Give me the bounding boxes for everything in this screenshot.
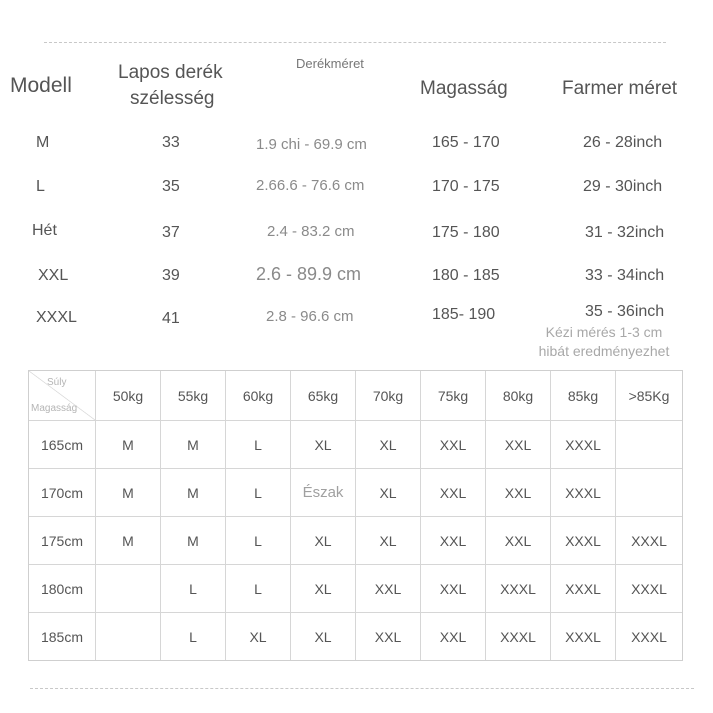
height-row-header: 185cm — [29, 613, 96, 660]
bottom-divider — [30, 688, 694, 689]
row-xxl-width: 39 — [162, 267, 180, 284]
size-cell: XXL — [421, 421, 486, 469]
weight-col-header: 65kg — [291, 371, 356, 421]
row-xxl-height: 180 - 185 — [432, 267, 500, 284]
row-m-waist: 1.9 chi - 69.9 cm — [256, 136, 367, 153]
size-cell: M — [96, 517, 161, 565]
size-cell: XL — [291, 565, 356, 613]
weight-col-header: 55kg — [161, 371, 226, 421]
size-cell: XL — [356, 469, 421, 517]
size-cell: XXL — [421, 517, 486, 565]
size-cell: Észak — [291, 469, 356, 517]
size-cell: XXXL — [616, 517, 682, 565]
size-cell: XXL — [486, 517, 551, 565]
weight-col-header: >85Kg — [616, 371, 682, 421]
size-cell: XXL — [356, 613, 421, 660]
size-cell: M — [96, 421, 161, 469]
size-cell: XL — [291, 517, 356, 565]
weight-col-header: 70kg — [356, 371, 421, 421]
size-cell: XXXL — [631, 628, 667, 645]
header-height: Magasság — [420, 78, 508, 99]
size-cell: M — [161, 517, 226, 565]
size-cell: L — [226, 469, 291, 517]
size-cell: XXL — [421, 469, 486, 517]
weight-height-table — [28, 370, 683, 661]
row-het-model: Hét — [32, 222, 57, 239]
size-cell: L — [226, 421, 291, 469]
row-m-model: M — [36, 134, 50, 151]
size-cell: XL — [291, 613, 356, 660]
row-xxxl-model: XXXL — [36, 309, 77, 326]
row-xxxl-waist: 2.8 - 96.6 cm — [266, 308, 354, 325]
row-m-width: 33 — [162, 134, 180, 151]
row-xxl-model: XXL — [38, 267, 69, 284]
corner-weight-label: Súly — [47, 377, 67, 388]
size-cell — [616, 421, 682, 469]
size-cell: XXXL — [486, 613, 551, 660]
size-cell: XL — [226, 613, 291, 660]
size-cell: L — [226, 565, 291, 613]
table-row — [29, 517, 682, 565]
row-m-height: 165 - 170 — [432, 134, 500, 151]
table-corner — [29, 371, 96, 421]
weight-header-row — [29, 371, 682, 421]
row-xxxl-height: 185- 190 — [432, 306, 496, 323]
row-l-model: L — [36, 178, 45, 195]
header-waist-width-line1: Lapos derék — [118, 62, 223, 83]
size-cell — [616, 469, 682, 517]
row-het-jeans: 31 - 32inch — [585, 224, 665, 241]
height-row-header: 175cm — [29, 517, 96, 565]
row-l-jeans: 29 - 30inch — [583, 178, 663, 195]
height-row-header: 180cm — [29, 565, 96, 613]
row-l-width: 35 — [162, 178, 180, 195]
measurement-note-line1: Kézi mérés 1-3 cm — [545, 324, 663, 340]
weight-col-header: 60kg — [226, 371, 291, 421]
size-cell: M — [161, 421, 226, 469]
size-cell: L — [161, 613, 226, 660]
size-cell: XL — [356, 517, 421, 565]
size-cell: XXL — [356, 565, 421, 613]
weight-col-header: 80kg — [486, 371, 551, 421]
table-row — [29, 421, 682, 469]
row-xxl-jeans: 33 - 34inch — [585, 267, 665, 284]
row-xxxl-jeans: 35 - 36inch — [585, 303, 665, 320]
size-cell: L — [161, 565, 226, 613]
height-row-header: 165cm — [29, 421, 96, 469]
size-cell: XL — [356, 421, 421, 469]
size-cell: XXL — [421, 613, 486, 660]
header-waist-width-line2: szélesség — [130, 88, 215, 109]
weight-col-header: 85kg — [551, 371, 616, 421]
table-row — [29, 469, 682, 517]
corner-height-label: Magasság — [31, 403, 78, 414]
size-cell: M — [96, 469, 161, 517]
size-cell: XXL — [486, 421, 551, 469]
size-cell: XXXL — [551, 469, 616, 517]
size-cell: XXL — [421, 565, 486, 613]
header-jeans-size: Farmer méret — [562, 78, 678, 99]
size-cell: XXL — [486, 469, 551, 517]
size-cell: XL — [291, 421, 356, 469]
row-het-width: 37 — [162, 224, 180, 241]
row-xxxl-width: 41 — [162, 310, 180, 327]
measurement-note-line2: hibát eredményezhet — [538, 343, 670, 359]
weight-col-header: 75kg — [421, 371, 486, 421]
header-waist-size: Derékméret — [296, 56, 364, 71]
row-xxl-waist: 2.6 - 89.9 cm — [256, 264, 362, 284]
table-row — [29, 565, 682, 613]
header-model: Modell — [10, 74, 72, 97]
size-cell: XXXL — [486, 565, 551, 613]
size-cell: XXXL — [551, 565, 616, 613]
row-het-height: 175 - 180 — [432, 224, 500, 241]
size-cell: M — [161, 469, 226, 517]
size-cell: XXXL — [616, 565, 682, 613]
row-het-waist: 2.4 - 83.2 cm — [267, 223, 355, 240]
row-l-waist: 2.66.6 - 76.6 cm — [256, 177, 365, 194]
size-cell: XXXL — [551, 517, 616, 565]
table-row — [29, 613, 682, 660]
size-cell: L — [226, 517, 291, 565]
size-cell — [96, 565, 161, 613]
height-row-header: 170cm — [29, 469, 96, 517]
row-l-height: 170 - 175 — [432, 178, 500, 195]
size-cell — [96, 613, 161, 660]
top-divider — [44, 42, 666, 43]
weight-col-header: 50kg — [96, 371, 161, 421]
size-cell: XXXL — [551, 421, 616, 469]
size-cell: XXXL — [551, 613, 616, 660]
row-m-jeans: 26 - 28inch — [583, 134, 663, 151]
